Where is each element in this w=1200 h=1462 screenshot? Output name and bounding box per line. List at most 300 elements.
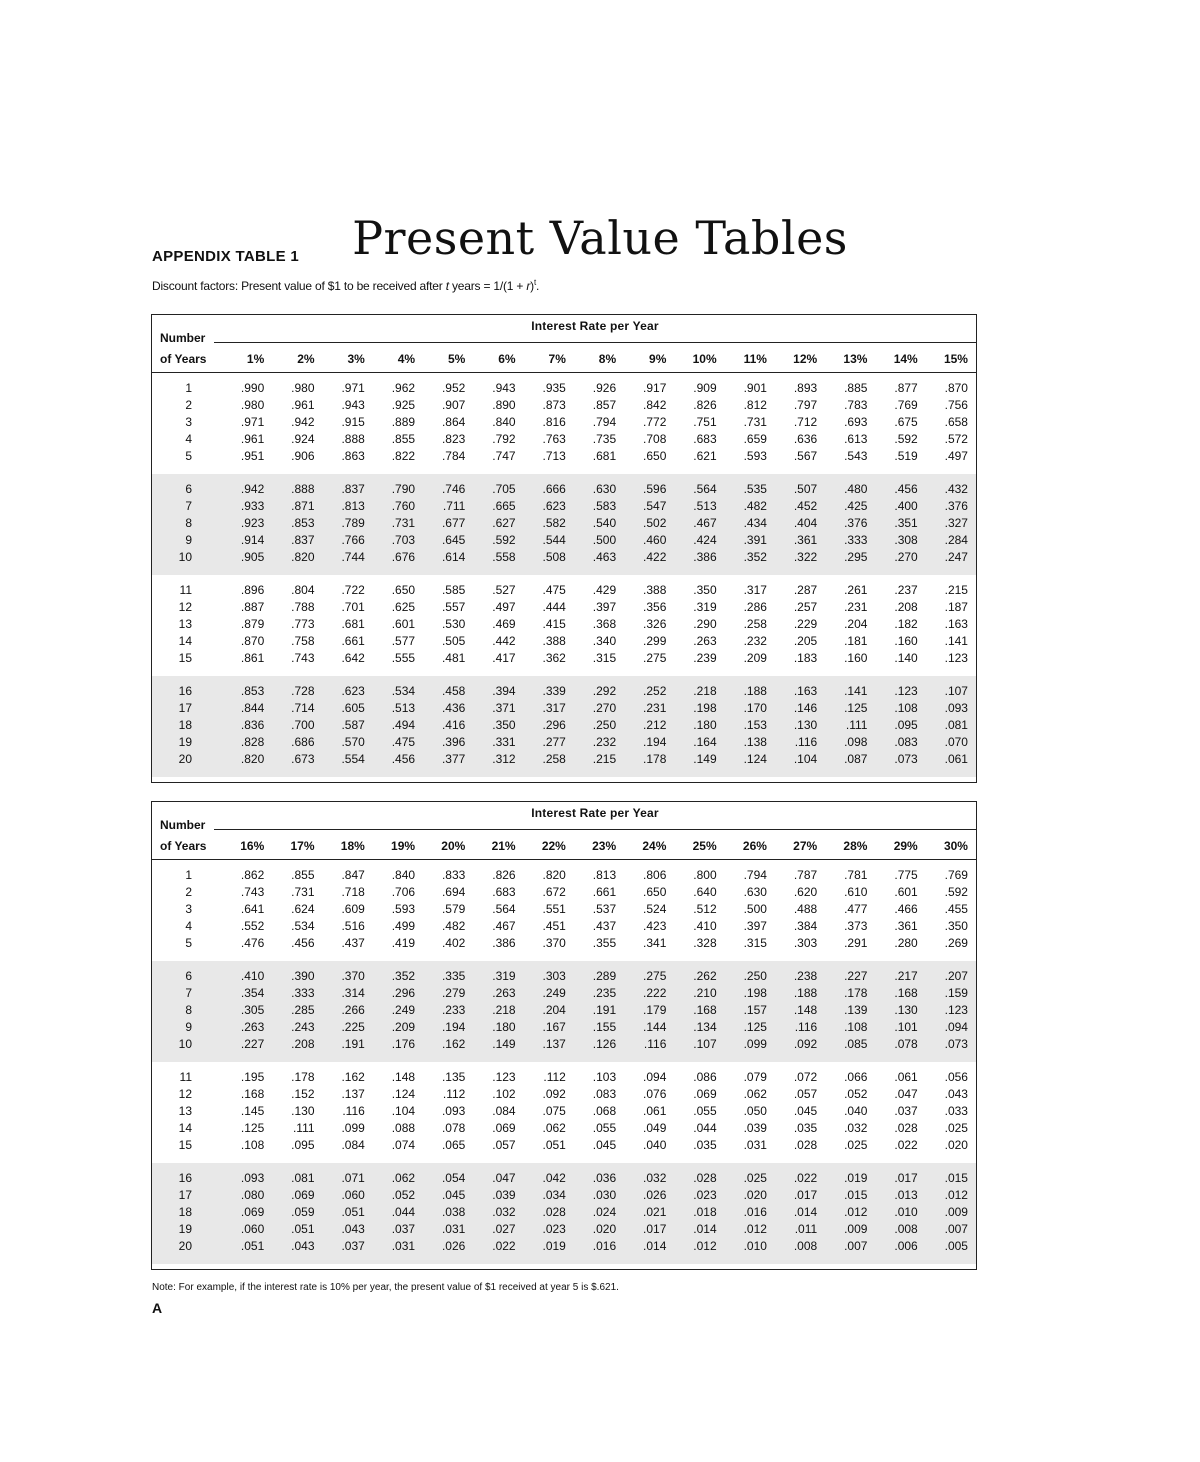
discount-factor-cell: .052: [391, 1188, 416, 1202]
discount-factor-cell: .093: [441, 1104, 466, 1118]
page-letter: A: [152, 1300, 163, 1316]
discount-factor-cell: .218: [693, 684, 717, 698]
table-header: [152, 802, 976, 860]
discount-factor-cell: .107: [944, 684, 968, 698]
discount-factor-cell: .076: [643, 1087, 667, 1101]
rate-column-header: 5%: [447, 352, 466, 366]
discount-factor-cell: .104: [391, 1104, 416, 1118]
discount-factor-cell: .434: [743, 516, 767, 530]
year-cell: 8: [185, 516, 192, 530]
discount-factor-cell: .152: [291, 1087, 315, 1101]
discount-factor-cell: .889: [391, 415, 416, 429]
discount-factor-cell: .050: [743, 1104, 767, 1118]
discount-factor-cell: .773: [291, 617, 315, 631]
discount-factor-cell: .792: [492, 432, 516, 446]
year-cell: 6: [185, 969, 192, 983]
discount-factor-cell: .204: [542, 1003, 566, 1017]
discount-factor-cell: .012: [693, 1239, 717, 1253]
discount-factor-cell: .123: [894, 684, 918, 698]
discount-factor-cell: .456: [894, 482, 918, 496]
discount-factor-cell: .494: [391, 718, 416, 732]
discount-factor-cell: .327: [944, 516, 968, 530]
discount-factor-cell: .456: [391, 752, 416, 766]
discount-factor-cell: .317: [743, 583, 767, 597]
discount-factor-cell: .059: [291, 1205, 315, 1219]
year-cell: 10: [178, 1037, 192, 1051]
discount-factor-cell: .942: [291, 415, 315, 429]
discount-factor-cell: .051: [240, 1239, 265, 1253]
discount-factor-cell: .370: [341, 969, 365, 983]
year-cell: 18: [178, 718, 192, 732]
rate-column-header: 16%: [240, 839, 265, 853]
discount-factor-cell: .107: [693, 1037, 717, 1051]
discount-factor-cell: .068: [592, 1104, 617, 1118]
discount-factor-cell: .630: [592, 482, 617, 496]
discount-factor-cell: .907: [441, 398, 466, 412]
discount-factor-cell: .296: [542, 718, 566, 732]
year-cell: 5: [185, 936, 192, 950]
discount-factor-cell: .083: [894, 735, 918, 749]
discount-factor-cell: .587: [341, 718, 365, 732]
row-group: [152, 961, 976, 1062]
discount-factor-cell: .610: [844, 885, 868, 899]
rate-column-header: 23%: [592, 839, 617, 853]
discount-factor-cell: .279: [441, 986, 466, 1000]
table-caption: Discount factors: Present value of $1 to be received after t years = $1/(1 + r)^t$.: [152, 278, 540, 293]
discount-factor-cell: .232: [592, 735, 617, 749]
discount-factor-cell: .019: [542, 1239, 566, 1253]
discount-factor-cell: .645: [441, 533, 466, 547]
discount-factor-cell: .124: [391, 1087, 416, 1101]
discount-factor-cell: .033: [944, 1104, 968, 1118]
discount-factor-cell: .373: [844, 919, 868, 933]
page-title: Present Value Tables: [352, 210, 848, 265]
discount-factor-cell: .108: [240, 1138, 265, 1152]
discount-factor-cell: .207: [944, 969, 968, 983]
discount-factor-cell: .335: [441, 969, 466, 983]
discount-factor-cell: .547: [643, 499, 667, 513]
discount-factor-cell: .315: [743, 936, 767, 950]
discount-factor-cell: .512: [693, 902, 717, 916]
discount-factor-cell: .769: [944, 868, 968, 882]
discount-factor-cell: .914: [240, 533, 265, 547]
discount-factor-cell: .308: [894, 533, 918, 547]
discount-factor-cell: .350: [944, 919, 968, 933]
discount-factor-cell: .049: [643, 1121, 667, 1135]
discount-factor-cell: .074: [391, 1138, 416, 1152]
table-row: [152, 901, 976, 918]
discount-factor-cell: .012: [944, 1188, 968, 1202]
discount-factor-cell: .137: [341, 1087, 365, 1101]
rate-column-header: 19%: [391, 839, 416, 853]
discount-factor-cell: .593: [391, 902, 416, 916]
discount-factor-cell: .477: [844, 902, 868, 916]
discount-factor-cell: .790: [391, 482, 416, 496]
discount-factor-cell: .386: [693, 550, 717, 564]
year-cell: 14: [178, 634, 192, 648]
table-row: [152, 616, 976, 633]
discount-factor-cell: .083: [592, 1087, 617, 1101]
discount-factor-cell: .352: [743, 550, 767, 564]
year-cell: 16: [178, 684, 192, 698]
discount-factor-cell: .905: [240, 550, 265, 564]
discount-factor-cell: .794: [743, 868, 767, 882]
discount-factor-cell: .371: [492, 701, 516, 715]
table-row: [152, 448, 976, 465]
appendix-label: APPENDIX TABLE 1: [152, 248, 300, 265]
discount-factor-cell: .508: [542, 550, 566, 564]
discount-factor-cell: .062: [542, 1121, 566, 1135]
discount-factor-cell: .178: [643, 752, 667, 766]
discount-factor-cell: .032: [643, 1171, 667, 1185]
discount-factor-cell: .505: [441, 634, 466, 648]
discount-factor-cell: .069: [492, 1121, 516, 1135]
discount-factor-cell: .499: [391, 919, 416, 933]
discount-factor-cell: .227: [844, 969, 868, 983]
discount-factor-cell: .423: [643, 919, 667, 933]
discount-factor-cell: .044: [391, 1205, 416, 1219]
rate-column-header: 30%: [943, 839, 968, 853]
rate-column-header: 18%: [340, 839, 365, 853]
year-cell: 17: [178, 701, 192, 715]
discount-factor-cell: .099: [743, 1037, 767, 1051]
discount-factor-cell: .844: [240, 701, 265, 715]
discount-factor-cell: .078: [441, 1121, 466, 1135]
discount-factor-cell: .303: [793, 936, 818, 950]
discount-factor-cell: .123: [492, 1070, 516, 1084]
discount-factor-cell: .388: [542, 634, 566, 648]
discount-factor-cell: .437: [341, 936, 365, 950]
year-cell: 10: [178, 550, 192, 564]
discount-factor-cell: .564: [492, 902, 516, 916]
discount-factor-cell: .057: [492, 1138, 516, 1152]
years-label: of Years: [160, 839, 207, 853]
discount-factor-cell: .951: [240, 449, 265, 463]
discount-factor-cell: .198: [693, 701, 717, 715]
discount-factor-cell: .870: [240, 634, 265, 648]
pv-table-1: [151, 314, 977, 783]
discount-factor-cell: .871: [291, 499, 315, 513]
table-row: [152, 700, 976, 717]
discount-factor-cell: .853: [240, 684, 265, 698]
table-row: [152, 414, 976, 431]
discount-factor-cell: .661: [341, 634, 365, 648]
discount-factor-cell: .386: [492, 936, 516, 950]
discount-factor-cell: .270: [894, 550, 918, 564]
discount-factor-cell: .205: [793, 634, 818, 648]
table-row: [152, 1187, 976, 1204]
discount-factor-cell: .008: [894, 1222, 918, 1236]
year-cell: 7: [185, 499, 192, 513]
discount-factor-cell: .222: [643, 986, 667, 1000]
discount-factor-cell: .636: [793, 432, 818, 446]
discount-factor-cell: .789: [341, 516, 365, 530]
discount-factor-cell: .350: [492, 718, 516, 732]
discount-factor-cell: .463: [592, 550, 617, 564]
discount-factor-cell: .080: [240, 1188, 265, 1202]
discount-factor-cell: .828: [240, 735, 265, 749]
discount-factor-cell: .263: [693, 634, 717, 648]
discount-factor-cell: .513: [391, 701, 416, 715]
discount-factor-cell: .500: [592, 533, 617, 547]
rate-column-header: 27%: [793, 839, 818, 853]
discount-factor-cell: .287: [793, 583, 818, 597]
table-row: [152, 1238, 976, 1255]
discount-factor-cell: .299: [643, 634, 667, 648]
discount-factor-cell: .797: [793, 398, 818, 412]
year-cell: 9: [185, 533, 192, 547]
number-label: Number: [160, 331, 206, 345]
discount-factor-cell: .027: [492, 1222, 516, 1236]
discount-factor-cell: .037: [894, 1104, 918, 1118]
year-cell: 12: [178, 600, 192, 614]
discount-factor-cell: .361: [894, 919, 918, 933]
year-cell: 20: [178, 752, 192, 766]
discount-factor-cell: .168: [894, 986, 918, 1000]
table-row: [152, 867, 976, 884]
discount-factor-cell: .270: [592, 701, 617, 715]
discount-factor-cell: .093: [944, 701, 968, 715]
discount-factor-cell: .182: [894, 617, 918, 631]
discount-factor-cell: .210: [693, 986, 717, 1000]
discount-factor-cell: .157: [743, 1003, 767, 1017]
discount-factor-cell: .455: [944, 902, 968, 916]
discount-factor-cell: .943: [341, 398, 365, 412]
discount-factor-cell: .031: [743, 1138, 767, 1152]
year-cell: 1: [185, 868, 192, 882]
discount-factor-cell: .020: [592, 1222, 617, 1236]
discount-factor-cell: .084: [492, 1104, 516, 1118]
table-row: [152, 751, 976, 768]
table-body: [152, 373, 976, 777]
discount-factor-cell: .051: [291, 1222, 315, 1236]
discount-factor-cell: .028: [793, 1138, 818, 1152]
discount-factor-cell: .144: [643, 1020, 667, 1034]
discount-factor-cell: .861: [240, 651, 265, 665]
discount-factor-cell: .061: [894, 1070, 918, 1084]
discount-factor-cell: .116: [794, 1020, 818, 1034]
discount-factor-cell: .579: [441, 902, 466, 916]
table-row: [152, 532, 976, 549]
discount-factor-cell: .601: [894, 885, 918, 899]
discount-factor-cell: .436: [441, 701, 466, 715]
discount-factor-cell: .926: [592, 381, 617, 395]
discount-factor-cell: .092: [793, 1037, 818, 1051]
discount-factor-cell: .069: [693, 1087, 717, 1101]
discount-factor-cell: .084: [341, 1138, 365, 1152]
discount-factor-cell: .756: [944, 398, 968, 412]
discount-factor-cell: .043: [341, 1222, 365, 1236]
discount-factor-cell: .683: [492, 885, 516, 899]
discount-factor-cell: .519: [894, 449, 918, 463]
table-row: [152, 734, 976, 751]
discount-factor-cell: .291: [844, 936, 868, 950]
discount-factor-cell: .552: [240, 919, 265, 933]
discount-factor-cell: .047: [492, 1171, 516, 1185]
discount-factor-cell: .180: [492, 1020, 516, 1034]
discount-factor-cell: .215: [944, 583, 968, 597]
discount-factor-cell: .751: [693, 415, 717, 429]
discount-factor-cell: .352: [391, 969, 416, 983]
discount-factor-cell: .328: [693, 936, 717, 950]
discount-factor-cell: .289: [592, 969, 617, 983]
discount-factor-cell: .855: [291, 868, 315, 882]
discount-factor-cell: .354: [240, 986, 265, 1000]
year-cell: 20: [178, 1239, 192, 1253]
discount-factor-cell: .596: [643, 482, 667, 496]
discount-factor-cell: .116: [643, 1037, 667, 1051]
rate-column-header: 11%: [743, 352, 767, 366]
discount-factor-cell: .066: [844, 1070, 868, 1084]
rate-column-header: 10%: [692, 352, 717, 366]
discount-factor-cell: .227: [240, 1037, 265, 1051]
discount-factor-cell: .800: [693, 868, 717, 882]
rate-label: Interest Rate per Year: [531, 319, 659, 333]
discount-factor-cell: .877: [894, 381, 918, 395]
discount-factor-cell: .333: [844, 533, 868, 547]
table-row: [152, 1036, 976, 1053]
rate-column-header: 1%: [246, 352, 265, 366]
discount-factor-cell: .888: [341, 432, 365, 446]
discount-factor-cell: .045: [441, 1188, 466, 1202]
discount-factor-cell: .028: [894, 1121, 918, 1135]
discount-factor-cell: .035: [693, 1138, 717, 1152]
discount-factor-cell: .623: [542, 499, 566, 513]
discount-factor-cell: .537: [592, 902, 617, 916]
discount-factor-cell: .043: [291, 1239, 315, 1253]
discount-factor-cell: .112: [442, 1087, 466, 1101]
discount-factor-cell: .480: [844, 482, 868, 496]
discount-factor-cell: .527: [492, 583, 516, 597]
discount-factor-cell: .341: [643, 936, 667, 950]
discount-factor-cell: .822: [391, 449, 416, 463]
discount-factor-cell: .893: [793, 381, 818, 395]
discount-factor-cell: .961: [240, 432, 265, 446]
discount-factor-cell: .840: [391, 868, 416, 882]
discount-factor-cell: .034: [542, 1188, 566, 1202]
table-row: [152, 599, 976, 616]
discount-factor-cell: .658: [944, 415, 968, 429]
discount-factor-cell: .516: [341, 919, 365, 933]
table-row: [152, 582, 976, 599]
year-cell: 11: [179, 583, 192, 597]
discount-factor-cell: .901: [743, 381, 767, 395]
discount-factor-cell: .812: [743, 398, 767, 412]
discount-factor-cell: .627: [492, 516, 516, 530]
discount-factor-cell: .060: [341, 1188, 365, 1202]
discount-factor-cell: .023: [693, 1188, 717, 1202]
discount-factor-cell: .804: [291, 583, 315, 597]
discount-factor-cell: .694: [441, 885, 466, 899]
year-cell: 2: [185, 885, 192, 899]
discount-factor-cell: .315: [592, 651, 617, 665]
discount-factor-cell: .007: [944, 1222, 968, 1236]
discount-factor-cell: .823: [441, 432, 466, 446]
discount-factor-cell: .728: [291, 684, 315, 698]
rate-column-header: 28%: [843, 839, 868, 853]
discount-factor-cell: .139: [844, 1003, 868, 1017]
discount-factor-cell: .711: [442, 499, 466, 513]
discount-factor-cell: .025: [844, 1138, 868, 1152]
year-cell: 16: [178, 1171, 192, 1185]
discount-factor-cell: .146: [793, 701, 818, 715]
discount-factor-cell: .015: [844, 1188, 868, 1202]
discount-factor-cell: .194: [643, 735, 667, 749]
discount-factor-cell: .683: [693, 432, 717, 446]
discount-factor-cell: .391: [743, 533, 767, 547]
table-row: [152, 918, 976, 935]
discount-factor-cell: .249: [542, 986, 566, 1000]
discount-factor-cell: .061: [643, 1104, 667, 1118]
discount-factor-cell: .022: [894, 1138, 918, 1152]
discount-factor-cell: .095: [291, 1138, 315, 1152]
discount-factor-cell: .252: [643, 684, 667, 698]
discount-factor-cell: .641: [240, 902, 265, 916]
discount-factor-cell: .012: [743, 1222, 767, 1236]
discount-factor-cell: .747: [492, 449, 516, 463]
discount-factor-cell: .026: [643, 1188, 667, 1202]
discount-factor-cell: .101: [894, 1020, 918, 1034]
table-row: [152, 1103, 976, 1120]
year-cell: 18: [178, 1205, 192, 1219]
discount-factor-cell: .650: [643, 885, 667, 899]
discount-factor-cell: .722: [341, 583, 365, 597]
discount-factor-cell: .540: [592, 516, 617, 530]
discount-factor-cell: .857: [592, 398, 617, 412]
discount-factor-cell: .243: [291, 1020, 315, 1034]
discount-factor-cell: .437: [592, 919, 617, 933]
discount-factor-cell: .665: [492, 499, 516, 513]
discount-factor-cell: .424: [693, 533, 717, 547]
discount-factor-cell: .285: [291, 1003, 315, 1017]
discount-factor-cell: .055: [592, 1121, 617, 1135]
discount-factor-cell: .081: [944, 718, 968, 732]
rate-column-header: 7%: [548, 352, 566, 366]
discount-factor-cell: .513: [693, 499, 717, 513]
discount-factor-cell: .168: [693, 1003, 717, 1017]
discount-factor-cell: .045: [592, 1138, 617, 1152]
rate-columns: [214, 352, 968, 366]
discount-factor-cell: .820: [240, 752, 265, 766]
discount-factor-cell: .630: [743, 885, 767, 899]
discount-factor-cell: .176: [391, 1037, 416, 1051]
discount-factor-cell: .592: [944, 885, 968, 899]
discount-factor-cell: .432: [944, 482, 968, 496]
discount-factor-cell: .108: [894, 701, 918, 715]
discount-factor-cell: .195: [240, 1070, 265, 1084]
year-cell: 4: [185, 919, 192, 933]
discount-factor-cell: .037: [341, 1239, 365, 1253]
discount-factor-cell: .148: [793, 1003, 818, 1017]
discount-factor-cell: .731: [291, 885, 315, 899]
discount-factor-cell: .123: [944, 651, 968, 665]
year-cell: 2: [185, 398, 192, 412]
discount-factor-cell: .935: [542, 381, 566, 395]
discount-factor-cell: .250: [592, 718, 617, 732]
discount-factor-cell: .760: [391, 499, 416, 513]
discount-factor-cell: .862: [240, 868, 265, 882]
discount-factor-cell: .650: [643, 449, 667, 463]
discount-factor-cell: .006: [894, 1239, 918, 1253]
discount-factor-cell: .837: [291, 533, 315, 547]
discount-factor-cell: .488: [793, 902, 818, 916]
discount-factor-cell: .092: [542, 1087, 566, 1101]
discount-factor-cell: .125: [743, 1020, 767, 1034]
discount-factor-cell: .125: [240, 1121, 265, 1135]
discount-factor-cell: .961: [291, 398, 315, 412]
discount-factor-cell: .625: [391, 600, 416, 614]
discount-factor-cell: .404: [793, 516, 818, 530]
